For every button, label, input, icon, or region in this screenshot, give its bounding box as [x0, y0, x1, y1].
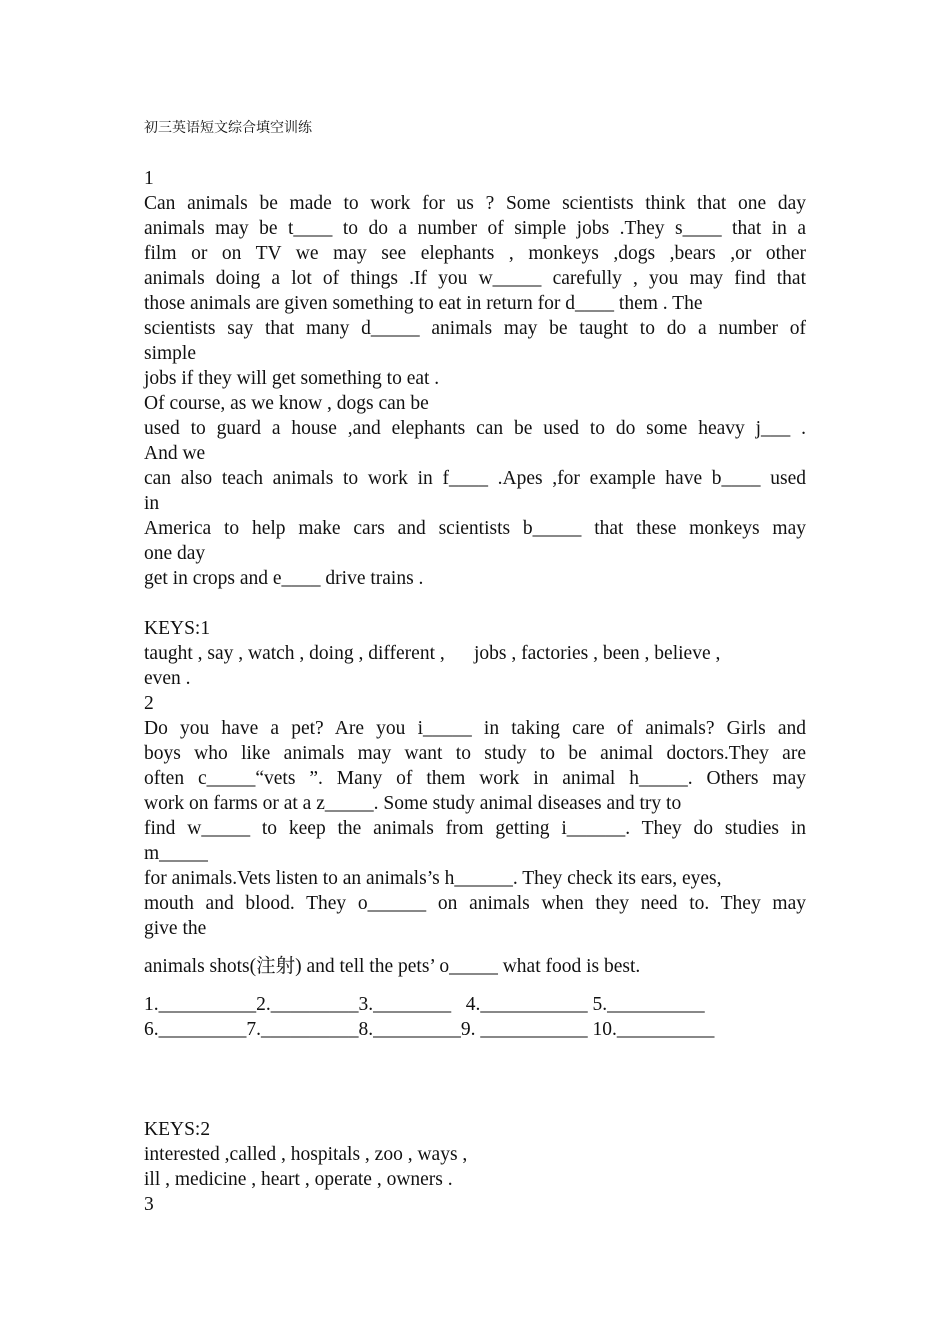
passage-line: animals shots(注射) and tell the pets’ o_____ what food is best. [144, 956, 641, 977]
passage-line: one day [144, 543, 206, 564]
passage-line: jobs if they will get something to eat . [144, 368, 440, 389]
passage-line: used to guard a house ,and elephants can be used to do some heavy j___ . [144, 418, 806, 439]
passage-line: m_____ [144, 843, 208, 864]
keys-line: even . [144, 668, 191, 689]
keys-2 [144, 1117, 806, 1192]
keys-line: taught , say , watch , doing , different , jobs , factories , been , believe , [144, 643, 721, 664]
keys-line: interested ,called , hospitals , zoo , ways , [144, 1144, 468, 1165]
passage-line: scientists say that many d_____ animals may be taught to do a number of [144, 318, 806, 339]
passage-line: And we [144, 443, 206, 464]
passage-line: simple [144, 343, 196, 364]
passage-line: boys who like animals may want to study to be animal doctors.They are [144, 743, 806, 764]
keys-label: KEYS:2 [144, 1119, 211, 1140]
document-title: 初三英语短文综合填空训练 [144, 121, 312, 136]
passage-line: Of course, as we know , dogs can be [144, 393, 429, 414]
answer-blanks [144, 992, 806, 1042]
keys-label: KEYS:1 [144, 618, 211, 639]
passage-line: can also teach animals to work in f____ .Apes ,for example have b____ used [144, 468, 806, 489]
passage-line: film or on TV we may see elephants , monkeys ,dogs ,bears ,or other [144, 243, 806, 264]
passage-number: 1 [144, 168, 154, 189]
passage-line: Can animals be made to work for us ? Some scientists think that one day [144, 193, 806, 214]
passage-number: 2 [144, 693, 154, 714]
passage-line: animals may be t____ to do a number of simple jobs .They s____ that in a [144, 218, 806, 239]
keys-1 [144, 616, 806, 691]
passage-line: mouth and blood. They o______ on animals when they need to. They may [144, 893, 806, 914]
passage-line: in [144, 493, 160, 514]
passage-line: get in crops and e____ drive trains . [144, 568, 424, 589]
passage-line: give the [144, 918, 207, 939]
answer-blank-row: 1.__________2._________3.________ 4.___________ 5.__________ [144, 994, 705, 1015]
answer-blank-row: 6._________7.__________8._________9. ___________ 10.__________ [144, 1019, 715, 1040]
keys-line: ill , medicine , heart , operate , owners . [144, 1169, 453, 1190]
passage-number: 3 [144, 1194, 154, 1215]
passage-line: those animals are given something to eat in return for d____ them . The [144, 293, 703, 314]
passage-line: often c_____“vets ”. Many of them work in animal h_____. Others may [144, 768, 806, 789]
passage-1 [144, 166, 806, 591]
passage-line: find w_____ to keep the animals from getting i______. They do studies in [144, 818, 806, 839]
document-page [144, 118, 806, 1217]
passage-line: Do you have a pet? Are you i_____ in taking care of animals? Girls and [144, 718, 806, 739]
passage-line: animals doing a lot of things .If you w_____ carefully , you may find that [144, 268, 806, 289]
passage-line: for animals.Vets listen to an animals’s h______. They check its ears, eyes, [144, 868, 722, 889]
passage-line: America to help make cars and scientists b_____ that these monkeys may [144, 518, 806, 539]
passage-line: work on farms or at a z_____. Some study animal diseases and try to [144, 793, 682, 814]
passage-2 [144, 691, 806, 979]
